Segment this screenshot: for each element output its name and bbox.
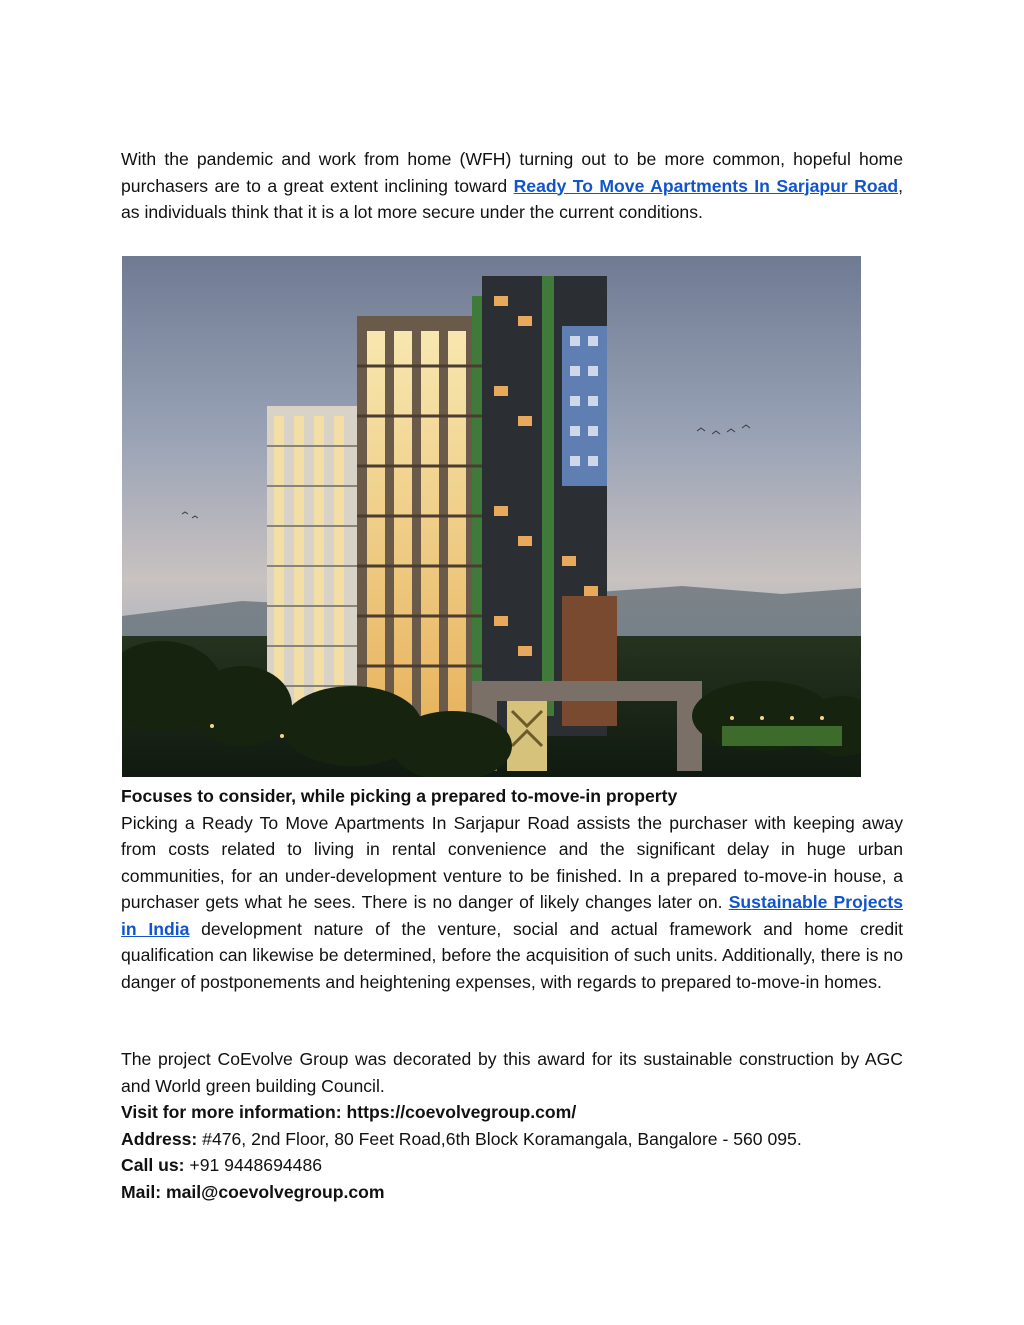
call-label: Call us: xyxy=(121,1155,185,1175)
intro-text-start: With the pandemic and work from home (WFH) turning out to be more common, hopeful home purchasers are to a great extent inclining toward xyxy=(121,149,903,196)
visit-text: Visit for more information: https://coevolvegroup.com/ xyxy=(121,1102,577,1122)
section-text-start: Picking a Ready To Move Apartments In Sarjapur Road assists the purchaser with keeping away from costs related to living in rental convenience and the significant delay in huge urban communities, for an under-development venture to be finished. In a prepared to-move-in house, a purchaser gets what he sees. There is no danger of likely changes later on. xyxy=(121,812,903,912)
apartment-building-image xyxy=(122,256,861,777)
intro-text-end: , as individuals think that it is a lot more secure under the current conditions. xyxy=(121,175,904,222)
call-value: +91 9448694486 xyxy=(184,1155,323,1175)
section-text-end: development nature of the venture, social and actual framework and home credit qualification can likewise be determined, before the acquisition of such units. Additionally, there is no danger of postponements and heightening expenses, with regards to prepared to-move-in homes. xyxy=(121,918,904,992)
address-label: Address: xyxy=(121,1128,198,1149)
award-paragraph: The project CoEvolve Group was decorated by this award for its sustainable construction by AGC and World green building Council. xyxy=(121,1049,903,1096)
section-block xyxy=(121,783,903,995)
mail-line xyxy=(121,1179,903,1206)
intro-paragraph xyxy=(121,146,903,226)
section-heading: Focuses to consider, while picking a prepared to-move-in property xyxy=(121,786,678,806)
address-value: #476, 2nd Floor, 80 Feet Road,6th Block Koramangala, Bangalore - 560 095. xyxy=(197,1128,802,1149)
sustainable-projects-link[interactable]: Sustainable Projects in India xyxy=(121,892,903,939)
visit-line xyxy=(121,1099,903,1126)
address-line xyxy=(121,1126,903,1153)
call-line xyxy=(121,1152,903,1179)
closing-block xyxy=(121,1046,903,1205)
ready-to-move-apartments-link[interactable]: Ready To Move Apartments In Sarjapur Road xyxy=(513,175,899,196)
mail-text: Mail: mail@coevolvegroup.com xyxy=(121,1181,385,1202)
section-paragraph xyxy=(121,810,903,996)
